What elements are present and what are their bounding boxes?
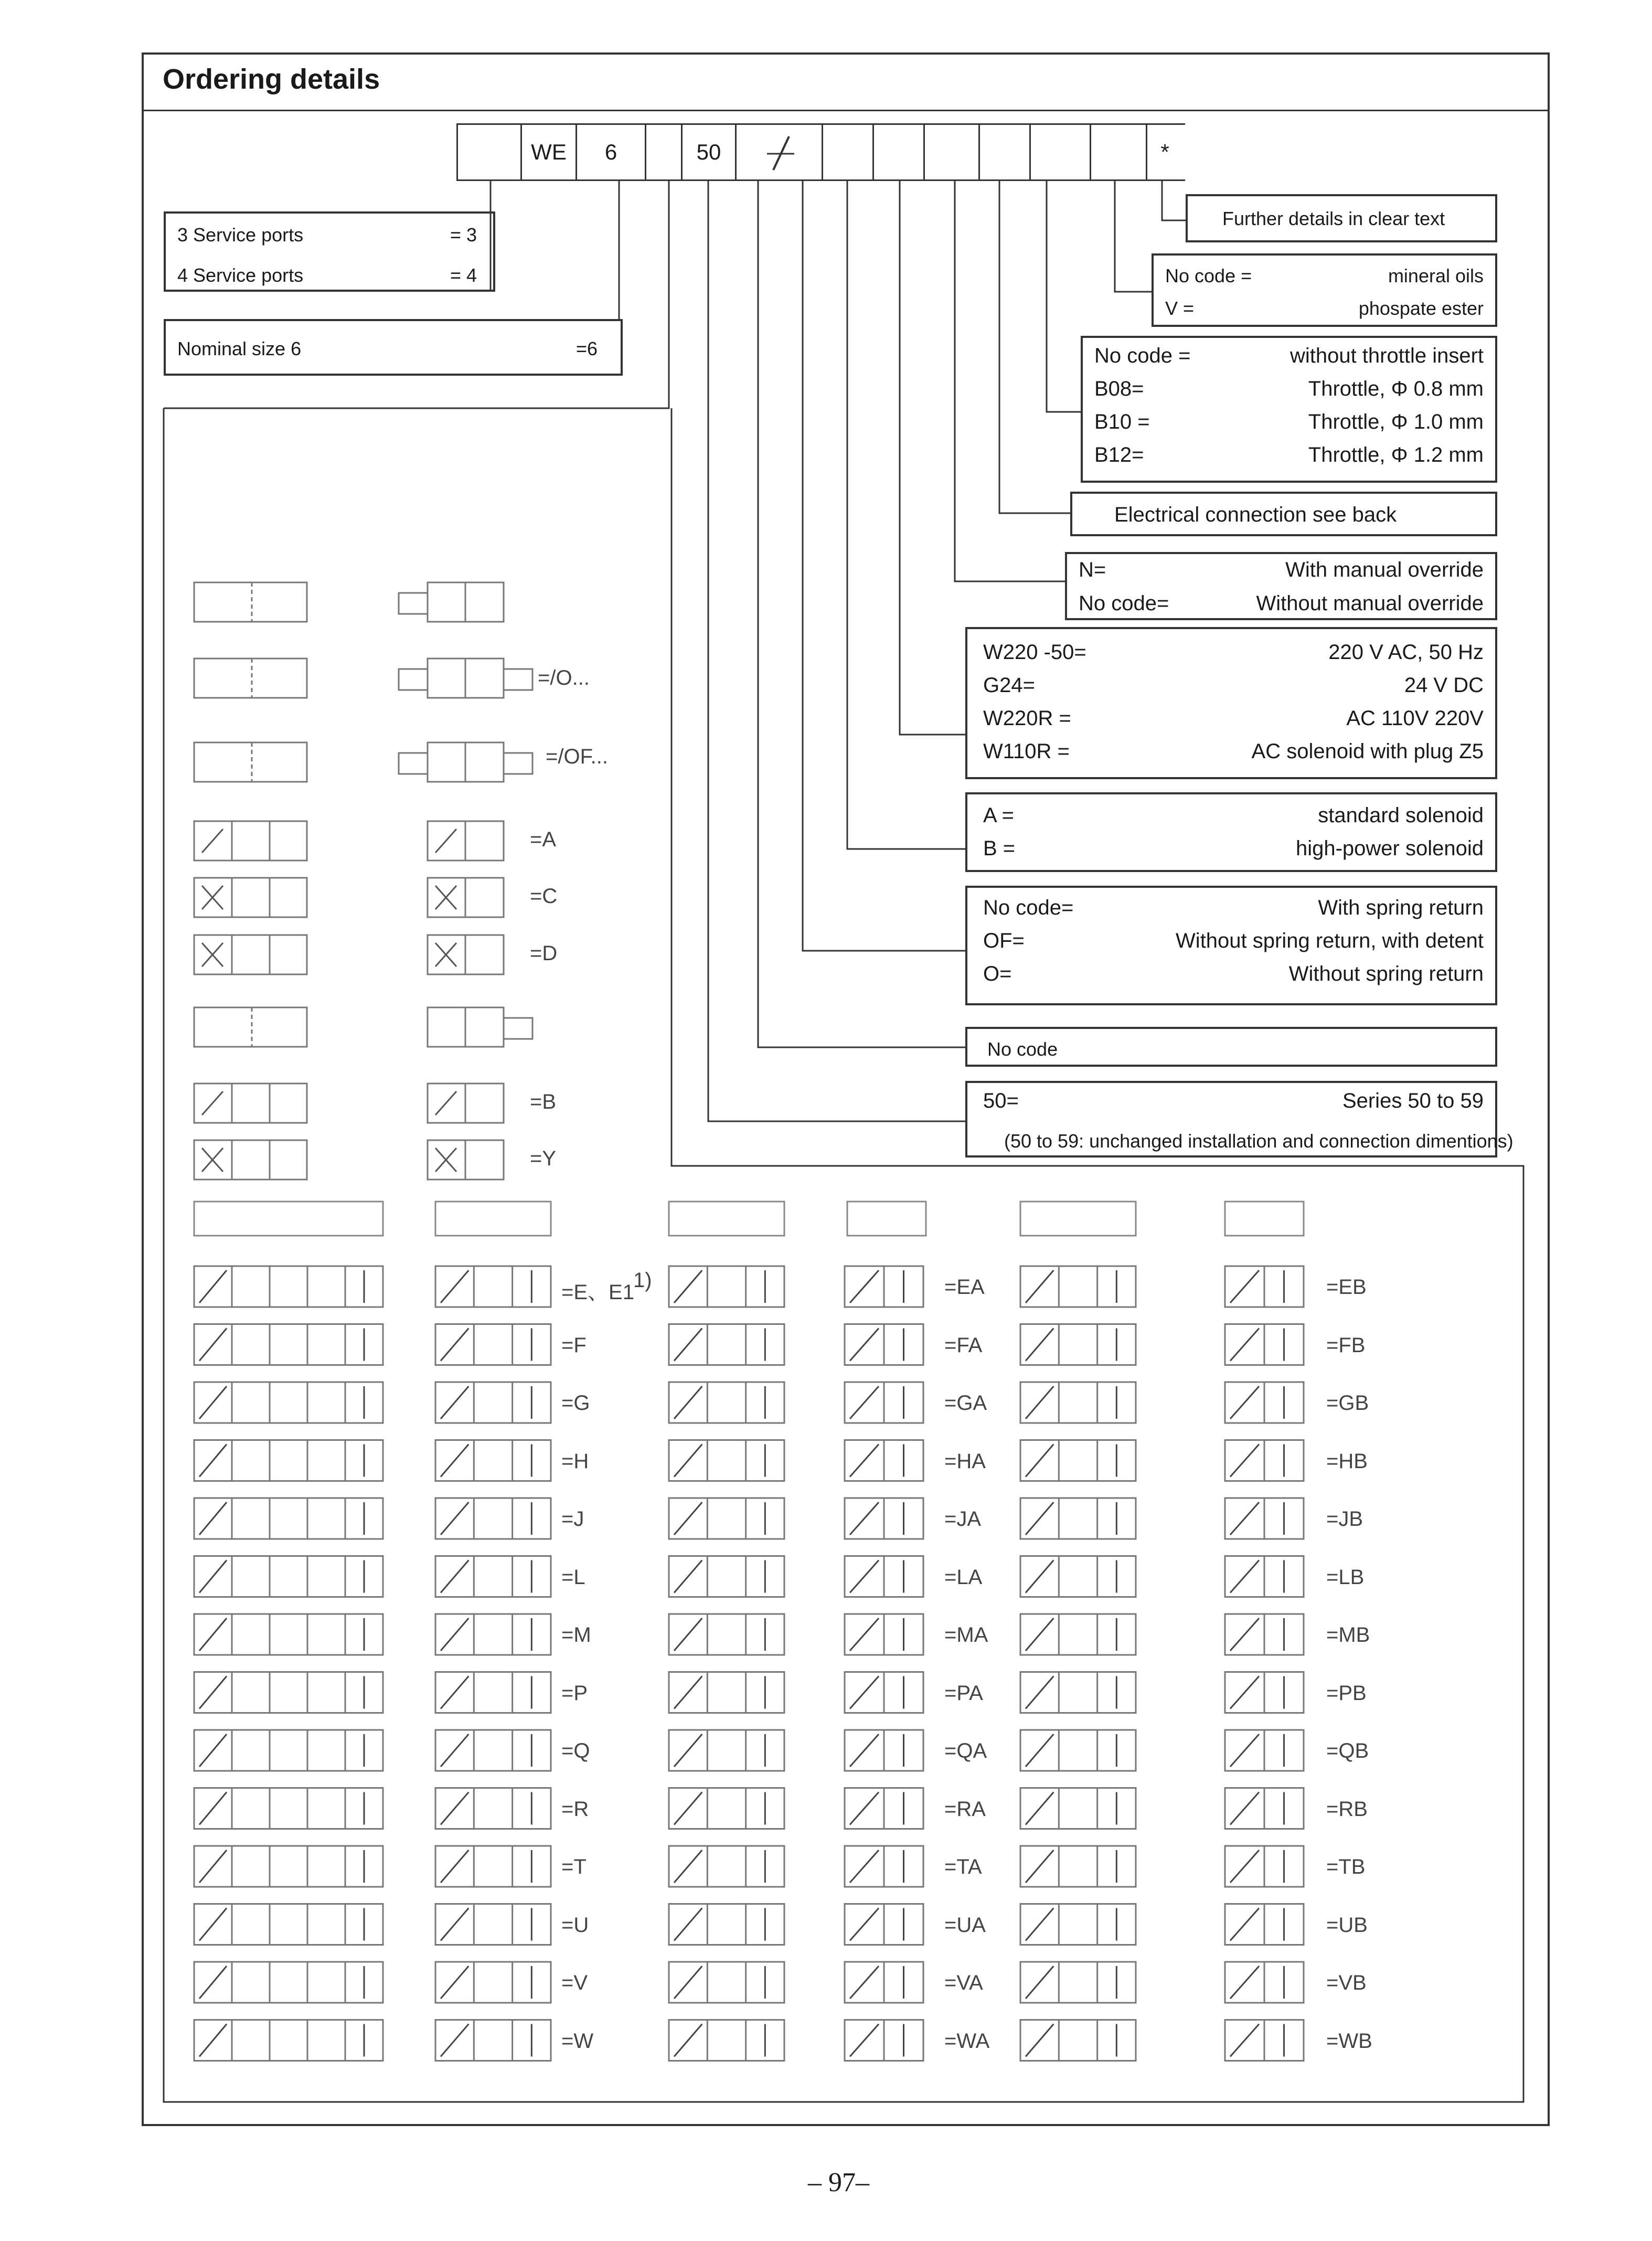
spool-arrow	[441, 1908, 468, 1941]
spool-arrow	[674, 1676, 702, 1709]
spool-header-symbol	[669, 1202, 784, 1236]
seals-box: No code = mineral oils V = phospate ester	[1152, 253, 1497, 327]
spool-arrow	[850, 1560, 879, 1593]
spool-code-label: =GB	[1326, 1392, 1369, 1415]
spool-symbol	[194, 1904, 383, 1945]
spool-arrow	[674, 2024, 702, 2057]
spool-arrow	[441, 1618, 468, 1651]
no-code-text: No code	[987, 1038, 1058, 1060]
spool-symbol	[194, 1672, 383, 1713]
spool-arrow	[850, 1386, 879, 1419]
spool-arrow	[441, 1734, 468, 1767]
spool-arrow	[199, 1792, 227, 1825]
spool-code-label: =PB	[1326, 1681, 1367, 1705]
spool-arrow	[1230, 1386, 1259, 1419]
spool-code-label: =U	[561, 1913, 589, 1937]
spool-symbol	[669, 1266, 784, 1307]
spool-arrow	[441, 1270, 468, 1303]
spool-arrow	[1230, 1908, 1259, 1941]
spool-symbol	[194, 1498, 383, 1539]
spool-symbol	[435, 1962, 551, 2003]
spool-symbol	[669, 1498, 784, 1539]
spool-symbol	[435, 1730, 551, 1771]
spool-symbol	[669, 1788, 784, 1829]
spool-symbol	[1020, 1324, 1136, 1365]
spool-symbol	[435, 1788, 551, 1829]
spool-arrow	[674, 1618, 702, 1651]
spool-arrow	[199, 1850, 227, 1883]
spool-symbol	[1020, 1904, 1136, 1945]
spool-arrow	[1230, 1502, 1259, 1535]
spool-symbol	[194, 1962, 383, 2003]
spool-symbol	[669, 1614, 784, 1655]
spool-arrow	[850, 1502, 879, 1535]
spool-code-label: =W	[561, 2029, 594, 2053]
spool-arrow	[850, 1618, 879, 1651]
spool-arrow	[441, 1502, 468, 1535]
spool-arrow	[199, 1908, 227, 1941]
spool-symbol	[669, 1672, 784, 1713]
spool-symbol	[669, 1962, 784, 2003]
spool-symbol	[669, 1556, 784, 1597]
nominal-size-box: Nominal size 6 =6	[164, 319, 623, 376]
spool-code-label: =RA	[944, 1797, 986, 1821]
spool-symbol	[1020, 1498, 1136, 1539]
spool-arrow	[199, 1676, 227, 1709]
spool-arrow	[199, 1560, 227, 1593]
spool-code-label: =VA	[944, 1971, 983, 1994]
spool-arrow	[1026, 1445, 1053, 1477]
spool-code-label: =EB	[1326, 1276, 1367, 1299]
spool-code-label: =FB	[1326, 1333, 1366, 1357]
spool-code-label: =QB	[1326, 1739, 1369, 1762]
spool-symbol	[669, 1846, 784, 1887]
spool-symbol	[435, 1266, 551, 1307]
spool-code-label: =JA	[944, 1507, 982, 1531]
spool-arrow	[199, 1966, 227, 1999]
spool-code-label: =JB	[1326, 1507, 1363, 1531]
spool-code-label: =MA	[944, 1623, 988, 1647]
spool-arrow	[1026, 1560, 1053, 1593]
spool-symbol	[194, 1788, 383, 1829]
spool-code-label: =HB	[1326, 1449, 1368, 1473]
spool-arrow	[1026, 1850, 1053, 1883]
spool-arrow	[441, 1329, 468, 1361]
page-number: – 97–	[808, 2168, 869, 2197]
code-cell-series: 50	[681, 123, 737, 181]
spool-code-label: =E、E1	[561, 1281, 634, 1304]
spool-arrow	[850, 1966, 879, 1999]
spool-arrow	[1230, 2024, 1259, 2057]
spool-symbol	[1020, 1614, 1136, 1655]
spool-code-label: =HA	[944, 1449, 986, 1473]
spool-symbol	[435, 1672, 551, 1713]
manual-override-box: N= With manual override No code= Without manual override	[1065, 552, 1497, 620]
spool-arrow	[850, 1734, 879, 1767]
spool-arrow	[674, 1560, 702, 1593]
spool-symbol	[194, 1730, 383, 1771]
spool-code-label: =F	[561, 1333, 587, 1357]
spool-symbol	[435, 1614, 551, 1655]
spool-symbol	[435, 1324, 551, 1365]
spool-code-label: =UB	[1326, 1913, 1368, 1937]
spool-symbol	[194, 2020, 383, 2061]
spool-arrow	[1230, 1329, 1259, 1361]
spool-arrow	[674, 1966, 702, 1999]
spool-symbol	[194, 1556, 383, 1597]
spool-symbol	[435, 1382, 551, 1423]
spool-symbol	[1020, 1440, 1136, 1481]
spool-arrow	[441, 1792, 468, 1825]
electrical-text: Electrical connection see back	[1114, 503, 1397, 526]
spool-symbol	[194, 1614, 383, 1655]
spool-code-label: =WB	[1326, 2029, 1372, 2053]
spool-symbol	[1020, 1730, 1136, 1771]
spool-arrow	[199, 1445, 227, 1477]
spool-arrow	[199, 1386, 227, 1419]
spool-code-label: =PA	[944, 1681, 983, 1705]
spool-code-label: =WA	[944, 2029, 990, 2053]
section-title: Ordering details	[163, 63, 380, 95]
footnote-mark: 1)	[633, 1269, 652, 1292]
spool-arrow	[1230, 1270, 1259, 1303]
spool-code-label: =T	[561, 1855, 587, 1878]
spool-header-symbol	[1020, 1202, 1136, 1236]
spool-arrow	[850, 1850, 879, 1883]
spool-arrow	[441, 1386, 468, 1419]
spool-arrow	[199, 2024, 227, 2057]
spool-code-label: =VB	[1326, 1971, 1367, 1994]
spool-symbol	[435, 1904, 551, 1945]
spool-arrow	[1230, 1734, 1259, 1767]
spool-arrow	[1026, 1618, 1053, 1651]
spool-code-label: =L	[561, 1565, 585, 1589]
voltage-box: W220 -50= 220 V AC, 50 Hz G24= 24 V DC W220R = AC 110V 220V W110R = AC solenoid with plug Z5	[965, 627, 1497, 779]
spool-arrow	[441, 1966, 468, 1999]
code-cell-star: *	[1146, 123, 1182, 181]
spool-symbol	[1020, 1846, 1136, 1887]
label-c: =C	[530, 885, 558, 908]
spool-arrow	[1026, 1270, 1053, 1303]
label-a: =A	[530, 828, 557, 851]
spool-arrow	[441, 1445, 468, 1477]
spool-symbol	[194, 1324, 383, 1365]
spool-arrow	[850, 1270, 879, 1303]
spool-symbol	[435, 1556, 551, 1597]
spool-arrow	[441, 1676, 468, 1709]
spool-code-label: =V	[561, 1971, 588, 1994]
spool-symbol	[1020, 1556, 1136, 1597]
spool-symbol	[435, 1498, 551, 1539]
spool-arrow	[674, 1792, 702, 1825]
spool-arrow	[674, 1850, 702, 1883]
spool-arrow	[850, 1445, 879, 1477]
service-ports-box: 3 Service ports = 3 4 Service ports = 4	[164, 211, 495, 292]
spool-code-label: =TA	[944, 1855, 982, 1878]
spool-arrow	[199, 1329, 227, 1361]
spool-arrow	[441, 1560, 468, 1593]
spool-arrow	[1230, 1676, 1259, 1709]
label-y: =Y	[530, 1147, 557, 1170]
spool-arrow	[199, 1502, 227, 1535]
series-note: (50 to 59: unchanged installation and connection dimentions)	[1004, 1130, 1514, 1152]
spool-code-label: =TB	[1326, 1855, 1366, 1878]
label-o: =/O...	[538, 666, 590, 689]
spool-arrow	[1026, 1329, 1053, 1361]
spool-symbol	[435, 1846, 551, 1887]
spool-arrow	[850, 1676, 879, 1709]
spool-code-label: =MB	[1326, 1623, 1370, 1647]
spool-symbol	[194, 1846, 383, 1887]
spool-symbol	[435, 2020, 551, 2061]
spool-symbol	[669, 1730, 784, 1771]
spool-arrow	[199, 1618, 227, 1651]
spool-arrow	[1026, 1502, 1053, 1535]
spool-symbol	[194, 1440, 383, 1481]
spool-arrow	[1230, 1560, 1259, 1593]
spool-arrow	[199, 1270, 227, 1303]
spool-arrow	[850, 1792, 879, 1825]
spool-code-label: =R	[561, 1797, 589, 1821]
spool-arrow	[1026, 1908, 1053, 1941]
spool-code-label: =G	[561, 1392, 590, 1415]
spool-arrow	[199, 1734, 227, 1767]
spool-symbol	[1020, 1266, 1136, 1307]
spool-code-label: =LB	[1326, 1565, 1365, 1589]
spool-arrow	[1230, 1445, 1259, 1477]
spool-code-label: =FA	[944, 1333, 983, 1357]
spool-symbol	[194, 1266, 383, 1307]
solenoid-box: A = standard solenoid B = high-power solenoid	[965, 792, 1497, 872]
spring-box: No code= With spring return OF= Without spring return, with detent O= Without spring return	[965, 886, 1497, 1005]
spool-code-label: =H	[561, 1449, 589, 1473]
spool-arrow	[1026, 1676, 1053, 1709]
spool-header-symbol	[435, 1202, 551, 1236]
spool-arrow	[1230, 1618, 1259, 1651]
spool-symbol	[1020, 1962, 1136, 2003]
spool-arrow	[441, 1850, 468, 1883]
spool-arrow	[674, 1908, 702, 1941]
spool-symbol	[1020, 1788, 1136, 1829]
spool-header-symbol	[1225, 1202, 1304, 1236]
spool-symbol	[669, 1324, 784, 1365]
label-of: =/OF...	[546, 745, 608, 768]
spool-symbol	[669, 1440, 784, 1481]
spool-arrow	[850, 1908, 879, 1941]
spool-symbol	[1020, 1382, 1136, 1423]
spool-arrow	[1230, 1966, 1259, 1999]
spool-code-label: =P	[561, 1681, 588, 1705]
throttle-box: No code = without throttle insert B08= Throttle, Φ 0.8 mm B10 = Throttle, Φ 1.0 mm B12= Throttle, Φ 1.2 mm	[1081, 336, 1497, 483]
label-d: =D	[530, 942, 558, 965]
spool-symbol	[669, 1904, 784, 1945]
spool-code-label: =QA	[944, 1739, 987, 1762]
spool-arrow	[850, 2024, 879, 2057]
spool-code-label: =LA	[944, 1565, 983, 1589]
spool-arrow	[1230, 1850, 1259, 1883]
series-box: 50= Series 50 to 59 (50 to 59: unchanged installation and connection dimentions)	[965, 1081, 1497, 1157]
spool-arrow	[1026, 1734, 1053, 1767]
spool-code-label: =EA	[944, 1276, 985, 1299]
spool-arrow	[1026, 1386, 1053, 1419]
label-b: =B	[530, 1090, 557, 1113]
spool-arrow	[674, 1329, 702, 1361]
spool-arrow	[1026, 1792, 1053, 1825]
spool-header-symbol	[847, 1202, 926, 1236]
spool-symbol	[194, 1382, 383, 1423]
spool-arrow	[674, 1270, 702, 1303]
spool-arrow	[674, 1734, 702, 1767]
spool-code-label: =GA	[944, 1392, 987, 1415]
code-cell-size: 6	[575, 123, 646, 181]
spool-arrow	[850, 1329, 879, 1361]
spool-header-symbol	[194, 1202, 383, 1236]
spool-arrow	[674, 1386, 702, 1419]
spool-arrow	[674, 1445, 702, 1477]
spool-symbol	[669, 2020, 784, 2061]
spool-code-label: =RB	[1326, 1797, 1368, 1821]
spool-arrow	[1026, 2024, 1053, 2057]
further-details-text: Further details in clear text	[1222, 208, 1445, 229]
spool-arrow	[441, 2024, 468, 2057]
spool-code-label: =UA	[944, 1913, 986, 1937]
spool-code-label: =M	[561, 1623, 591, 1647]
spool-symbol	[1020, 1672, 1136, 1713]
spool-arrow	[1026, 1966, 1053, 1999]
spool-arrow	[1230, 1792, 1259, 1825]
spool-code-label: =J	[561, 1507, 584, 1531]
spool-arrow	[674, 1502, 702, 1535]
spool-symbol	[435, 1440, 551, 1481]
spool-symbol	[669, 1382, 784, 1423]
spool-code-label: =Q	[561, 1739, 590, 1762]
code-cell-we: WE	[520, 123, 577, 181]
spool-symbol	[1020, 2020, 1136, 2061]
